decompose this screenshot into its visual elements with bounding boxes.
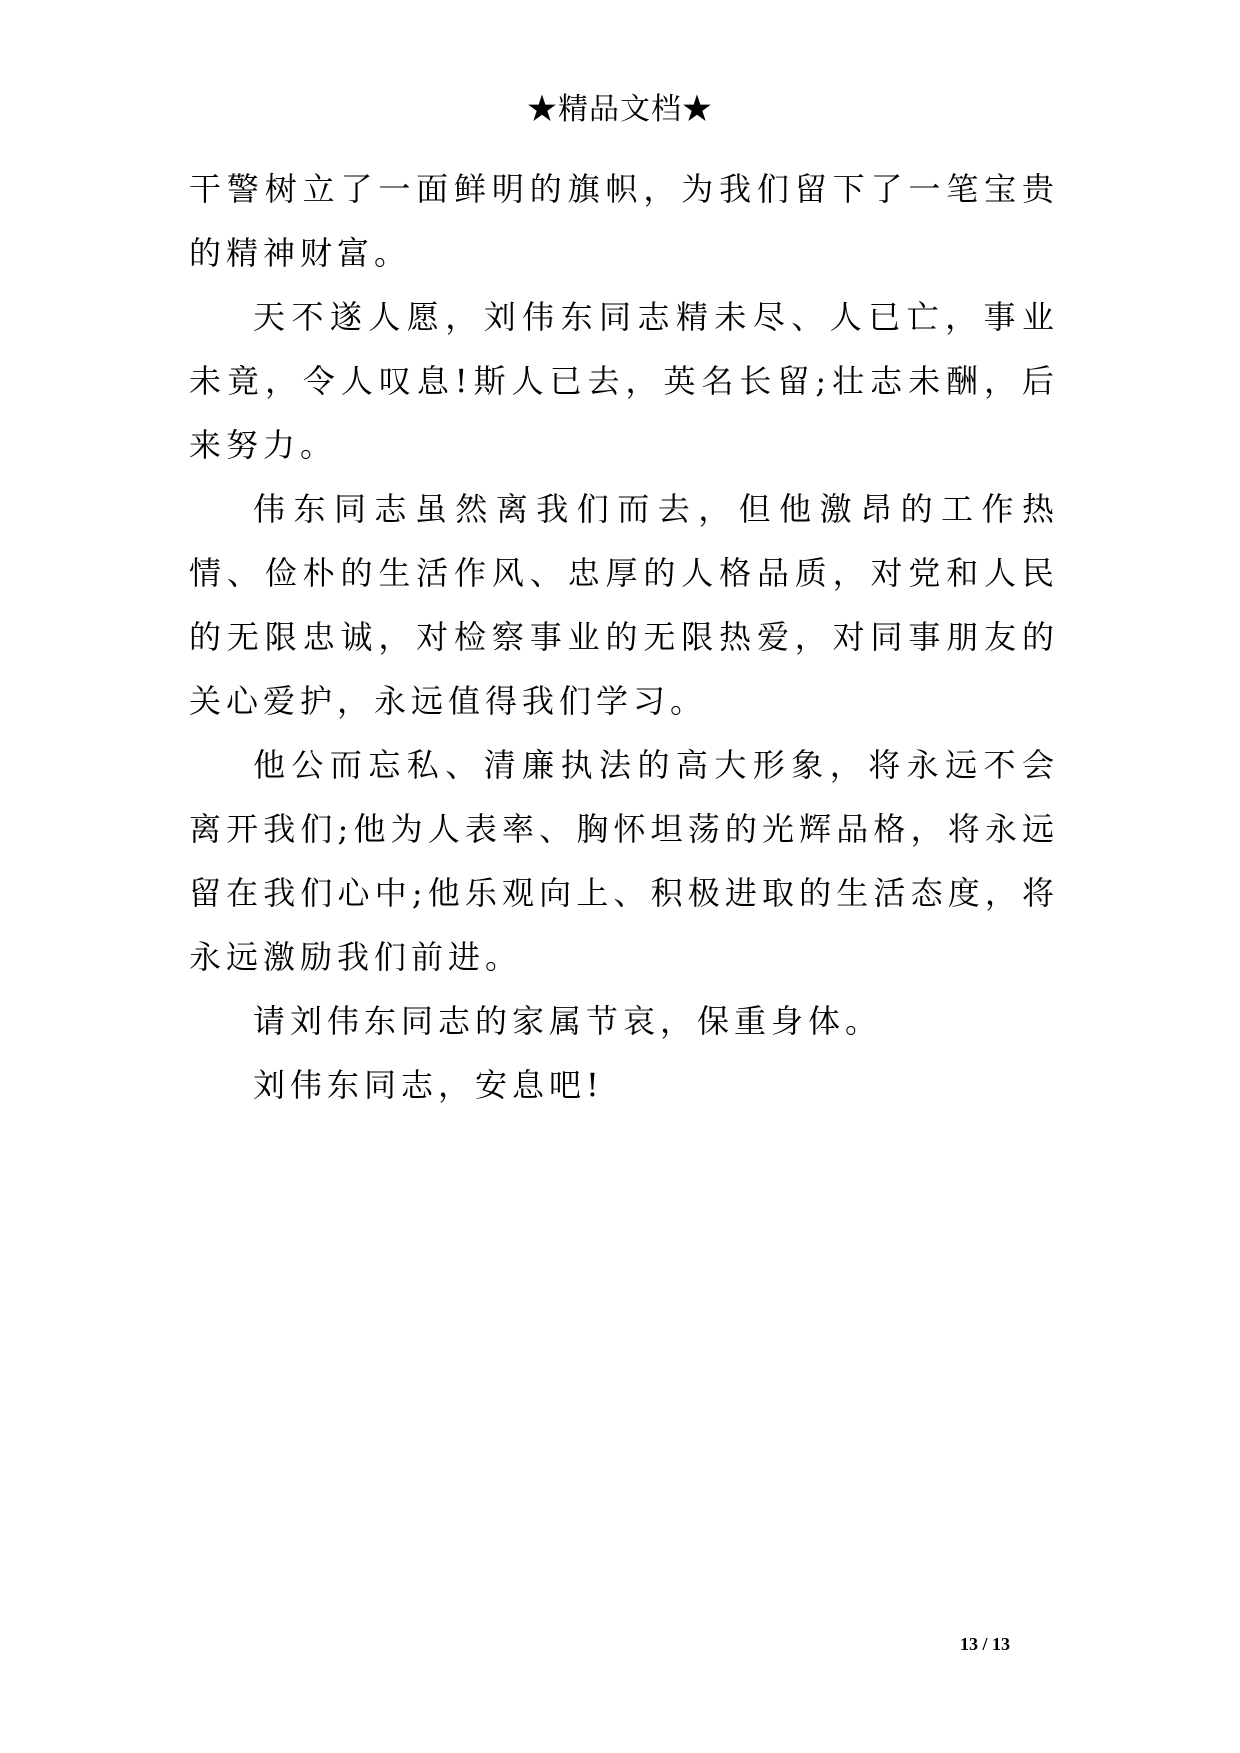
page-number: 13 / 13 [960,1634,1011,1654]
document-body [189,157,1059,1117]
page-header-title: ★精品文档★ [527,92,713,127]
paragraph-1: 干警树立了一面鲜明的旗帜，为我们留下了一笔宝贵的精神财富。 [189,170,1059,272]
paragraph-5: 请刘伟东同志的家属节哀，保重身体。 [253,1002,883,1040]
paragraph-6: 刘伟东同志，安息吧! [253,1066,604,1104]
paragraph-2: 天不遂人愿，刘伟东同志精未尽、人已亡，事业未竟，令人叹息!斯人已去，英名长留;壮志未酬，后来努力。 [189,298,1059,464]
paragraph-4: 他公而忘私、清廉执法的高大形象，将永远不会离开我们;他为人表率、胸怀坦荡的光辉品格，将永远留在我们心中;他乐观向上、积极进取的生活态度，将永远激励我们前进。 [189,746,1059,976]
paragraph-3: 伟东同志虽然离我们而去，但他激昂的工作热情、俭朴的生活作风、忠厚的人格品质，对党和人民的无限忠诚，对检察事业的无限热爱，对同事朋友的关心爱护，永远值得我们学习。 [189,490,1059,720]
